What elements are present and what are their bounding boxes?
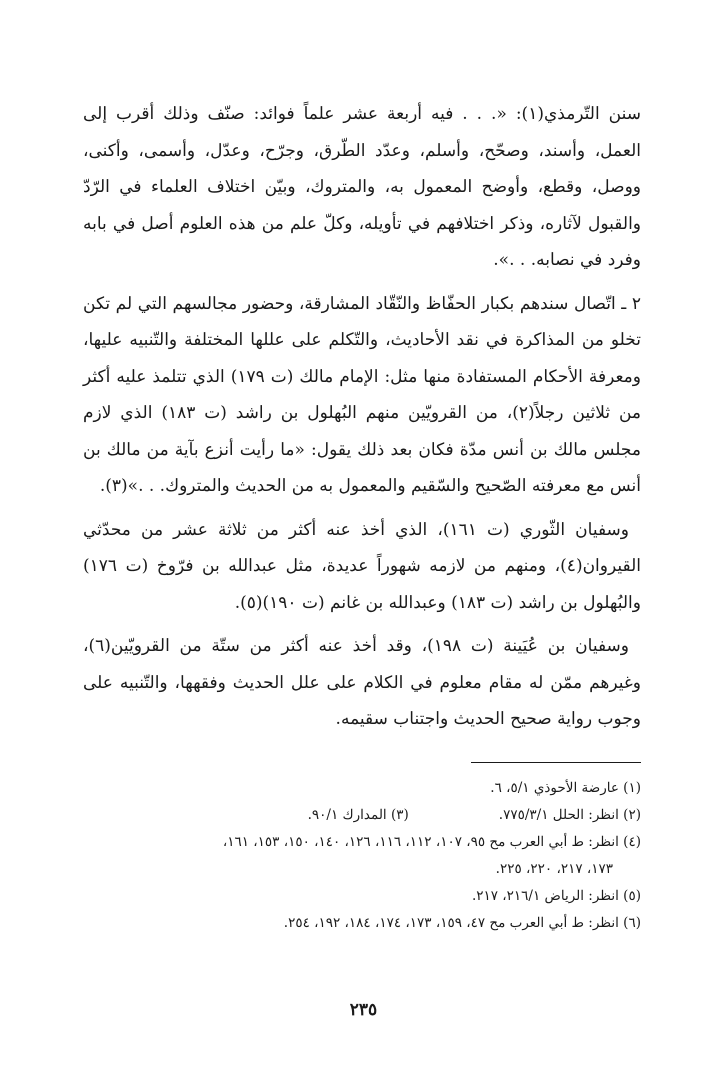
page-number: ٢٣٥ (349, 1000, 378, 1020)
paragraph-2: ٢ ـ اتّصال سندهم بكبار الحفّاظ والنّقّاد المشارقة، وحضور مجالسهم التي لم تكن تخلو من المذاكرة في نقد الأحاديث، والتّكلم على عللها المختلفة والتّنبيه عليها، ومعرفة الأحكام المستفادة منها مثل: الإمام مالك (ت ١٧٩) الذي تتلمذ عليه أكثر من ثلاثين رجلاً(٢)، من القرويّين منهم البُهلول بن راشد (ت ١٨٣) الذي لازم مجلس مالك بن أنس مدّة فكان بعد ذلك يقول: «ما رأيت أنزع بآية من مالك بن أنس مع معرفته الصّحيح والسّقيم والمعمول به من الحديث والمتروك. . .»(٣). (83, 293, 642, 496)
paragraph-4: وسفيان بن عُيَينة (ت ١٩٨)، وقد أخذ عنه أكثر من ستّة من القرويّين(٦)، وغيرهم ممّن له مقام معلوم في الكلام على علل الحديث وفقهها، والتّنبيه على وجوب رواية صحيح الحديث واجتناب سقيمه. (83, 636, 641, 729)
footnote-1: (١) عارضة الأحوذي ٥/١، ٦. (490, 780, 641, 796)
footnote-3: (٣) المدارك ٩٠/١. (307, 807, 409, 823)
footnotes (81, 775, 641, 937)
footnote-2: (٢) انظر: الحلل ٧٧٥/٣/١. (498, 807, 641, 823)
footnote-separator (471, 762, 641, 763)
body-text (83, 96, 641, 738)
paragraph-3: وسفيان الثّوري (ت ١٦١)، الذي أخذ عنه أكثر من ثلاثة عشر من محدّثي القيروان(٤)، ومنهم من لازمه شهوراً عديدة، مثل عبدالله بن فرّوخ (ت ١٧٦) والبُهلول بن راشد (ت ١٨٣) وعبدالله بن غانم (ت ١٩٠)(٥). (83, 519, 641, 613)
footnote-4-continuation: ١٧٣، ٢١٧، ٢٢٠، ٢٢٥. (495, 861, 613, 877)
footnote-6: (٦) انظر: ط أبي العرب مح ٤٧، ١٥٩، ١٧٣، ١٧٤، ١٨٤، ١٩٢، ٢٥٤. (283, 915, 641, 931)
footnote-5: (٥) انظر: الرياض ٢١٦/١، ٢١٧. (471, 888, 641, 904)
footnote-4: (٤) انظر: ط أبي العرب مح ٩٥، ١٠٧، ١١٢، ١١٦، ١٢٦، ١٤٠، ١٥٠، ١٥٣، ١٦١، (222, 834, 641, 850)
paragraph-1: سنن التّرمذي(١): «. . . فيه أربعة عشر علماً فوائد: صنّف وذلك أقرب إلى العمل، وأسند، وصحّح، وأسلم، وعدّد الطّرق، وجرّح، وعدّل، وأسمى، وأكنى، ووصل، وقطع، وأوضح المعمول به، والمتروك، وبيّن اختلاف العلماء في الرّدّ والقبول لآثاره، وذكر اختلافهم في تأويله، وكلّ علم من هذه العلوم أصل في بابه وفرد في نصابه. . .». (83, 104, 641, 270)
footnote-row-2-3 (81, 802, 641, 829)
